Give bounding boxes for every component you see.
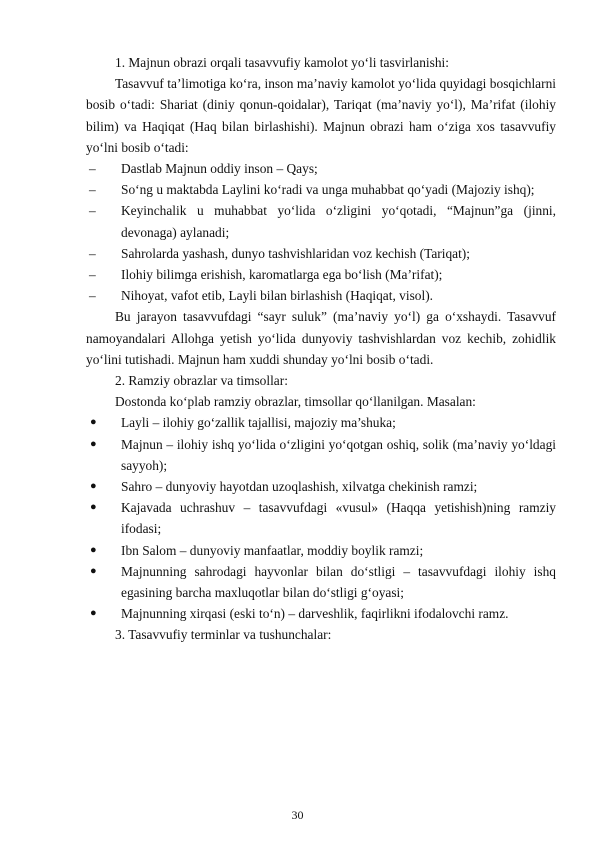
list-item: – Keyinchalik u muhabbat yo‘lida o‘zligini yo‘qotadi, “Majnun”ga (jinni, devonaga) aylanadi; <box>86 200 556 242</box>
list-item: ● Ibn Salom – dunyoviy manfaatlar, moddiy boylik ramzi; <box>86 540 556 561</box>
section2-intro: Dostonda ko‘plab ramziy obrazlar, timsollar qo‘llanilgan. Masalan: <box>115 394 476 410</box>
list-item: – Ilohiy bilimga erishish, karomatlarga ega bo‘lish (Ma’rifat); <box>86 264 556 285</box>
dash-bullet-icon: – <box>89 203 96 219</box>
dot-bullet-icon: ● <box>90 437 97 450</box>
dot-bullet-icon: ● <box>90 416 97 429</box>
list-item: – Nihoyat, vafot etib, Layli bilan birlashish (Haqiqat, visol). <box>86 285 556 306</box>
section2-list <box>86 412 556 624</box>
section3-heading: 3. Tasavvufiy terminlar va tushunchalar: <box>115 627 332 643</box>
dash-bullet-icon: – <box>89 288 96 304</box>
section2-heading: 2. Ramziy obrazlar va timsollar: <box>115 373 288 389</box>
section1-conclusion: Bu jarayon tasavvufdagi “sayr suluk” (ma’naviy yo‘l) ga o‘xshaydi. Tasavvuf namoyandalari Allohga yetish yo‘lida dunyoviy tashvishlardan voz kechib, zohidlik yo‘lini tutishadi. Majnun ham xuddi shunday yo‘lni bosib o‘tadi. <box>86 309 556 367</box>
list-item: ● Majnunning xirqasi (eski to‘n) – darveshlik, faqirlikni ifodalovchi ramz. <box>86 603 556 624</box>
list-item: ● Sahro – dunyoviy hayotdan uzoqlashish, xilvatga chekinish ramzi; <box>86 476 556 497</box>
dash-bullet-icon: – <box>89 267 96 283</box>
document-page <box>86 52 556 646</box>
list-item: ● Kajavada uchrashuv – tasavvufdagi «vusul» (Haqqa yetishish)ning ramziy ifodasi; <box>86 497 556 539</box>
dot-bullet-icon: ● <box>90 501 97 514</box>
dash-bullet-icon: – <box>89 161 96 177</box>
list-item: ● Majnun – ilohiy ishq yo‘lida o‘zligini yo‘qotgan oshiq, solik (ma’naviy yo‘ldagi sayyoh); <box>86 434 556 476</box>
dot-bullet-icon: ● <box>90 607 97 620</box>
dot-bullet-icon: ● <box>90 564 97 577</box>
list-item: – Sahrolarda yashash, dunyo tashvishlaridan voz kechish (Tariqat); <box>86 243 556 264</box>
dash-bullet-icon: – <box>89 245 96 261</box>
list-item: – Dastlab Majnun oddiy inson – Qays; <box>86 158 556 179</box>
section1-heading: 1. Majnun obrazi orqali tasavvufiy kamolot yo‘li tasvirlanishi: <box>115 55 449 70</box>
dash-bullet-icon: – <box>89 182 96 198</box>
section1-intro: Tasavvuf ta’limotiga ko‘ra, inson ma’naviy kamolot yo‘lida quyidagi bosqichlarni bosib o‘tadi: Shariat (diniy qonun-qoidalar), Tariqat (ma’naviy yo‘l), Ma’rifat (ilohiy bilim) va Haqiqat (Haq bilan birlashishi). Majnun obrazi ham o‘ziga xos tasavvufiy yo‘lni bosib o‘tadi: <box>86 76 556 155</box>
list-item: ● Layli – ilohiy go‘zallik tajallisi, majoziy ma’shuka; <box>86 412 556 433</box>
dot-bullet-icon: ● <box>90 543 97 556</box>
list-item: – So‘ng u maktabda Laylini ko‘radi va unga muhabbat qo‘yadi (Majoziy ishq); <box>86 179 556 200</box>
page-number: 30 <box>291 808 304 822</box>
list-item: ● Majnunning sahrodagi hayvonlar bilan do‘stligi – tasavvufdagi ilohiy ishq egasining barcha maxluqotlar bilan do‘stligi g‘oyasi; <box>86 561 556 603</box>
dot-bullet-icon: ● <box>90 480 97 493</box>
section1-list <box>86 158 556 306</box>
